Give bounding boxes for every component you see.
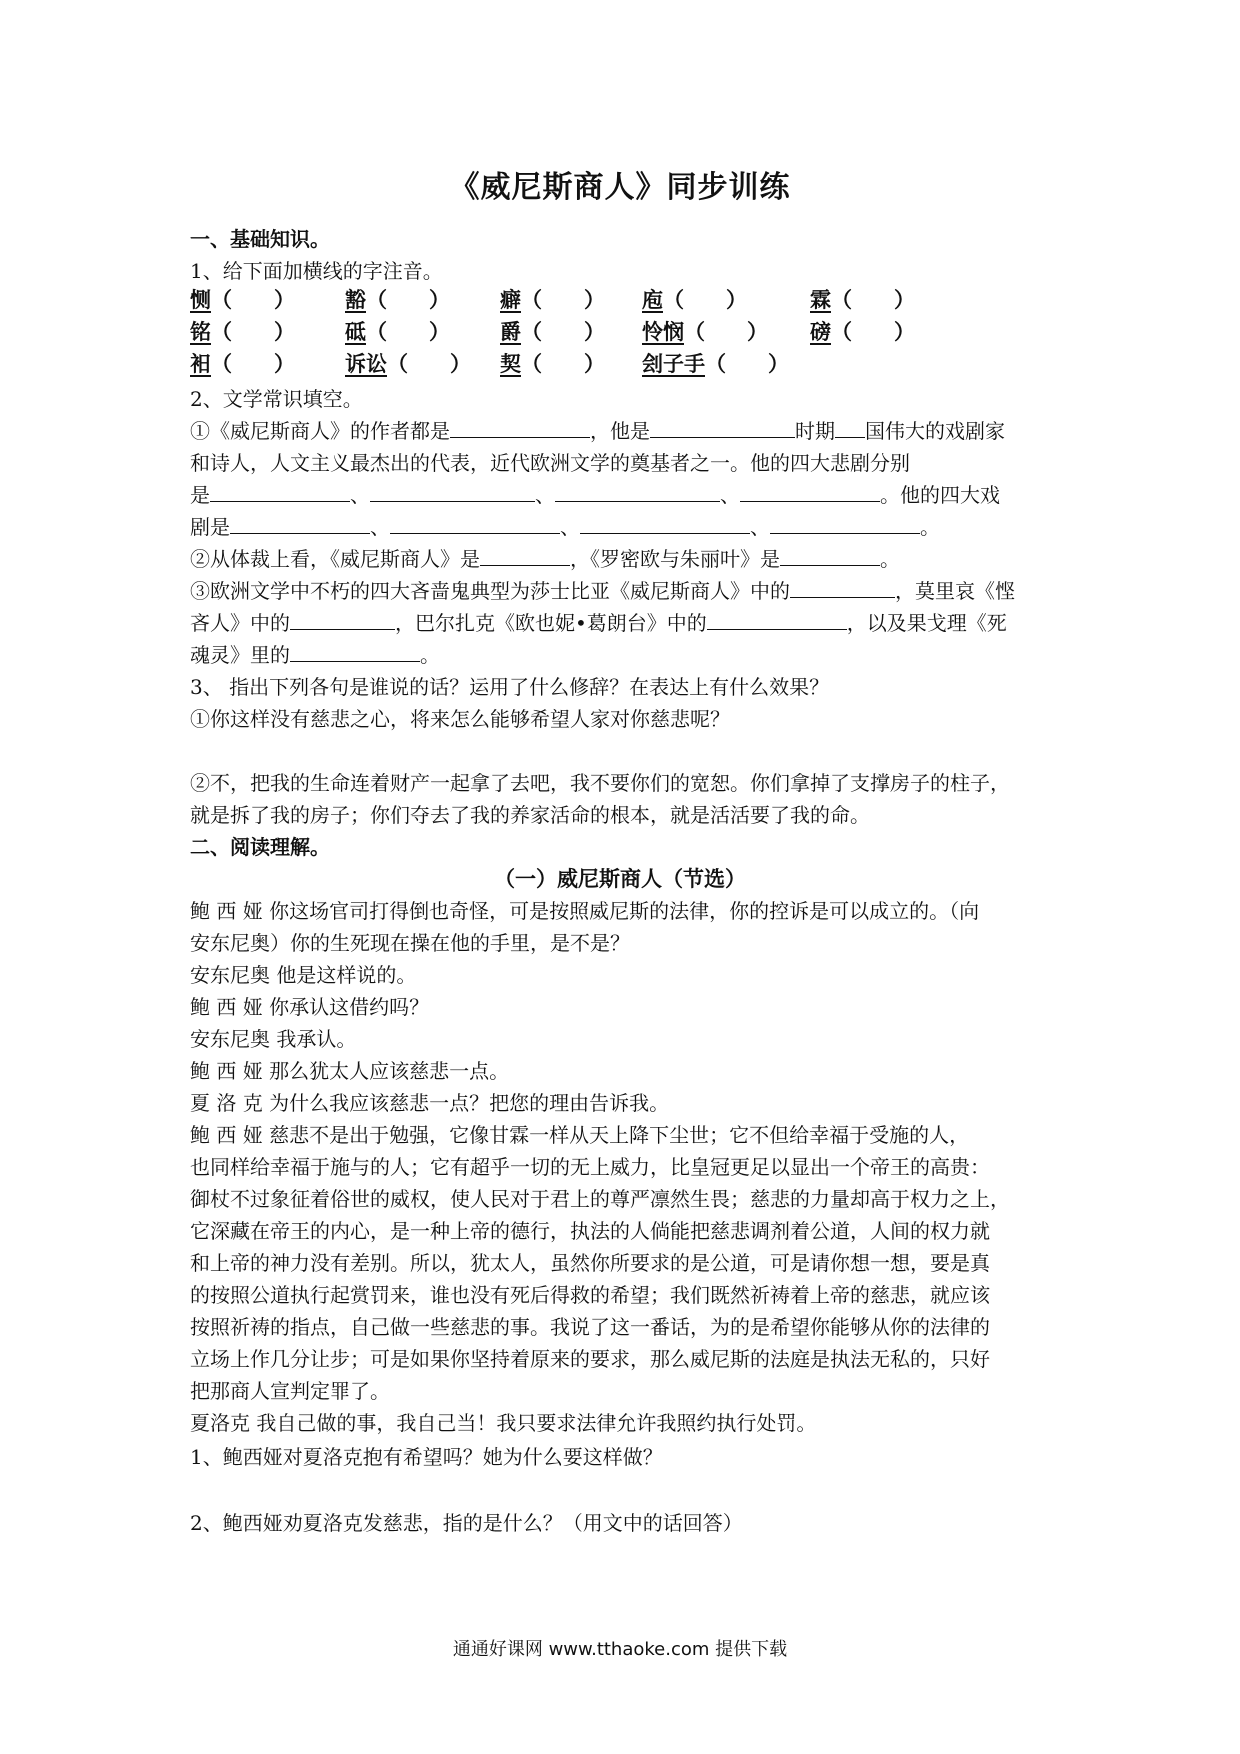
reading-question-2: 2、鲍西娅劝夏洛克发慈悲，指的是什么？（用文中的话回答）	[190, 1511, 743, 1535]
passage-line: 的按照公道执行起赏罚来，谁也没有死后得救的希望；我们既然祈祷着上帝的慈悲，就应该	[190, 1283, 990, 1307]
answer-paren: （ ）	[366, 319, 450, 344]
answer-paren: （ ）	[663, 287, 747, 312]
answer-paren: （ ）	[387, 351, 471, 376]
answer-paren: （ ）	[366, 287, 450, 312]
pinyin-item	[190, 284, 295, 314]
separator: 、	[370, 515, 390, 539]
underlined-char: 磅	[810, 319, 831, 344]
underlined-char: 豁	[345, 287, 366, 312]
text-segment: 吝人》中的	[190, 611, 290, 635]
pinyin-item	[190, 316, 295, 346]
passage-line: 安东尼奥）你的生死现在操在他的手里，是不是？	[190, 931, 630, 955]
underlined-char: 砥	[345, 319, 366, 344]
fill-line-4	[190, 510, 940, 544]
underlined-char: 刽子手	[642, 351, 705, 376]
text-segment: 。	[880, 547, 900, 571]
fill-line-3	[190, 478, 1000, 512]
text-segment: 国伟大的戏剧家	[865, 419, 1005, 443]
separator: 、	[535, 483, 555, 507]
underlined-char: 爵	[500, 319, 521, 344]
answer-blank[interactable]	[580, 511, 750, 534]
underlined-char: 怜悯	[642, 319, 684, 344]
fill-line-7	[190, 606, 1007, 640]
answer-paren: （ ）	[705, 351, 789, 376]
answer-blank[interactable]	[390, 511, 560, 534]
text-segment: 。他的四大戏	[880, 483, 1000, 507]
text-segment: 魂灵》里的	[190, 643, 290, 667]
answer-paren: （ ）	[521, 351, 605, 376]
question-2-prompt: 2、文学常识填空。	[190, 387, 363, 411]
passage-line: 按照祈祷的指点，自己做一些慈悲的事。我说了这一番话，为的是希望你能够从你的法律的	[190, 1315, 990, 1339]
text-segment: ③欧洲文学中不朽的四大吝啬鬼典型为莎士比亚《威尼斯商人》中的	[190, 579, 790, 603]
underlined-char: 霖	[810, 287, 831, 312]
passage-line: 鲍 西 娅 你这场官司打得倒也奇怪，可是按照威尼斯的法律，你的控诉是可以成立的。（向	[190, 899, 980, 923]
fill-line-1	[190, 414, 1005, 448]
answer-blank[interactable]	[770, 511, 920, 534]
passage-title: （一）威尼斯商人（节选）	[494, 866, 746, 891]
answer-paren: （ ）	[211, 319, 295, 344]
underlined-char: 庖	[642, 287, 663, 312]
question-3-prompt: 3、 指出下列各句是谁说的话？运用了什么修辞？在表达上有什么效果？	[190, 675, 830, 699]
answer-paren: （ ）	[521, 287, 605, 312]
passage-line: 把那商人宣判定罪了。	[190, 1379, 390, 1403]
passage-line: 和上帝的神力没有差别。所以，犹太人，虽然你所要求的是公道，可是请你想一想，要是真	[190, 1251, 990, 1275]
pinyin-item	[190, 348, 295, 378]
question-1-prompt: 1、给下面加横线的字注音。	[190, 259, 443, 283]
fill-line-5	[190, 542, 900, 576]
fill-line-2: 和诗人，人文主义最杰出的代表，近代欧洲文学的奠基者之一。他的四大悲剧分别	[190, 451, 910, 475]
section-heading-reading: 二、阅读理解。	[190, 835, 330, 859]
text-segment: ②从体裁上看，《威尼斯商人》是	[190, 547, 480, 571]
answer-blank[interactable]	[480, 543, 570, 566]
fill-line-6	[190, 574, 1015, 608]
answer-paren: （ ）	[521, 319, 605, 344]
text-segment: 是	[190, 483, 210, 507]
text-segment: 剧是	[190, 515, 230, 539]
answer-blank[interactable]	[210, 479, 350, 502]
question-3-sentence-2a: ②不，把我的生命连着财产一起拿了去吧，我不要你们的宽恕。你们拿掉了支撑房子的柱子，	[190, 771, 1010, 795]
pinyin-item	[500, 348, 605, 378]
answer-paren: （ ）	[684, 319, 768, 344]
answer-blank[interactable]	[780, 543, 880, 566]
passage-line: 夏洛克 我自己做的事，我自己当！我只要求法律允许我照约执行处罚。	[190, 1411, 817, 1435]
separator: 、	[720, 483, 740, 507]
text-segment: ，《罗密欧与朱丽叶》是	[570, 547, 780, 571]
passage-line: 御杖不过象征着俗世的威权，使人民对于君上的尊严凛然生畏；慈悲的力量却高于权力之上，	[190, 1187, 1010, 1211]
passage-line: 鲍 西 娅 慈悲不是出于勉强，它像甘霖一样从天上降下尘世；它不但给幸福于受施的人，	[190, 1123, 970, 1147]
passage-line: 鲍 西 娅 那么犹太人应该慈悲一点。	[190, 1059, 510, 1083]
pinyin-item	[345, 316, 450, 346]
pinyin-item	[642, 348, 789, 378]
answer-blank[interactable]	[290, 639, 420, 662]
reading-question-1: 1、鲍西娅对夏洛克抱有希望吗？她为什么要这样做？	[190, 1445, 663, 1469]
underlined-char: 恻	[190, 287, 211, 312]
text-segment: 时期	[795, 419, 835, 443]
text-segment: ，巴尔扎克《欧也妮•葛朗台》中的	[395, 611, 707, 635]
underlined-char: 癖	[500, 287, 521, 312]
text-segment: 。	[420, 643, 440, 667]
answer-blank[interactable]	[290, 607, 395, 630]
answer-paren: （ ）	[211, 287, 295, 312]
pinyin-item	[345, 284, 450, 314]
passage-line: 也同样给幸福于施与的人；它有超乎一切的无上威力，比皇冠更足以显出一个帝王的高贵：	[190, 1155, 990, 1179]
pinyin-item	[810, 316, 915, 346]
underlined-char: 铭	[190, 319, 211, 344]
pinyin-item	[345, 348, 471, 378]
section-heading-basics: 一、基础知识。	[190, 227, 330, 251]
question-3-sentence-2b: 就是拆了我的房子；你们夺去了我的养家活命的根本，就是活活要了我的命。	[190, 803, 870, 827]
answer-blank[interactable]	[835, 415, 865, 438]
pinyin-item	[642, 316, 768, 346]
passage-line: 夏 洛 克 为什么我应该慈悲一点？把您的理由告诉我。	[190, 1091, 670, 1115]
text-segment: 。	[920, 515, 940, 539]
answer-blank[interactable]	[650, 415, 795, 438]
separator: 、	[750, 515, 770, 539]
pinyin-item	[642, 284, 747, 314]
underlined-char: 诉讼	[345, 351, 387, 376]
answer-blank[interactable]	[450, 415, 590, 438]
passage-line: 安东尼奥 他是这样说的。	[190, 963, 417, 987]
pinyin-item	[500, 316, 605, 346]
answer-blank[interactable]	[230, 511, 370, 534]
pinyin-item	[500, 284, 605, 314]
passage-line: 立场上作几分让步；可是如果你坚持着原来的要求，那么威尼斯的法庭是执法无私的，只好	[190, 1347, 990, 1371]
passage-line: 鲍 西 娅 你承认这借约吗？	[190, 995, 430, 1019]
passage-line: 安东尼奥 我承认。	[190, 1027, 357, 1051]
answer-blank[interactable]	[370, 479, 535, 502]
page-title: 《威尼斯商人》同步训练	[449, 170, 791, 205]
answer-blank[interactable]	[555, 479, 720, 502]
text-segment: ，以及果戈理《死	[846, 611, 1007, 635]
pinyin-item	[810, 284, 915, 314]
answer-blank[interactable]	[740, 479, 880, 502]
text-segment: ①《威尼斯商人》的作者都是	[190, 419, 450, 443]
answer-paren: （ ）	[831, 319, 915, 344]
answer-paren: （ ）	[831, 287, 915, 312]
text-segment: ，莫里哀《悭	[895, 579, 1015, 603]
fill-line-8	[190, 638, 440, 672]
answer-paren: （ ）	[211, 351, 295, 376]
answer-blank[interactable]	[790, 575, 895, 598]
underlined-char: 契	[500, 351, 521, 376]
separator: 、	[560, 515, 580, 539]
text-segment: ，他是	[590, 419, 650, 443]
separator: 、	[350, 483, 370, 507]
underlined-char: 衵	[190, 351, 211, 376]
footer-source: 通通好课网 www.tthaoke.com 提供下载	[452, 1639, 788, 1660]
question-3-sentence-1: ①你这样没有慈悲之心，将来怎么能够希望人家对你慈悲呢？	[190, 707, 730, 731]
answer-blank[interactable]	[707, 607, 847, 630]
passage-line: 它深藏在帝王的内心，是一种上帝的德行，执法的人倘能把慈悲调剂着公道，人间的权力就	[190, 1219, 990, 1243]
